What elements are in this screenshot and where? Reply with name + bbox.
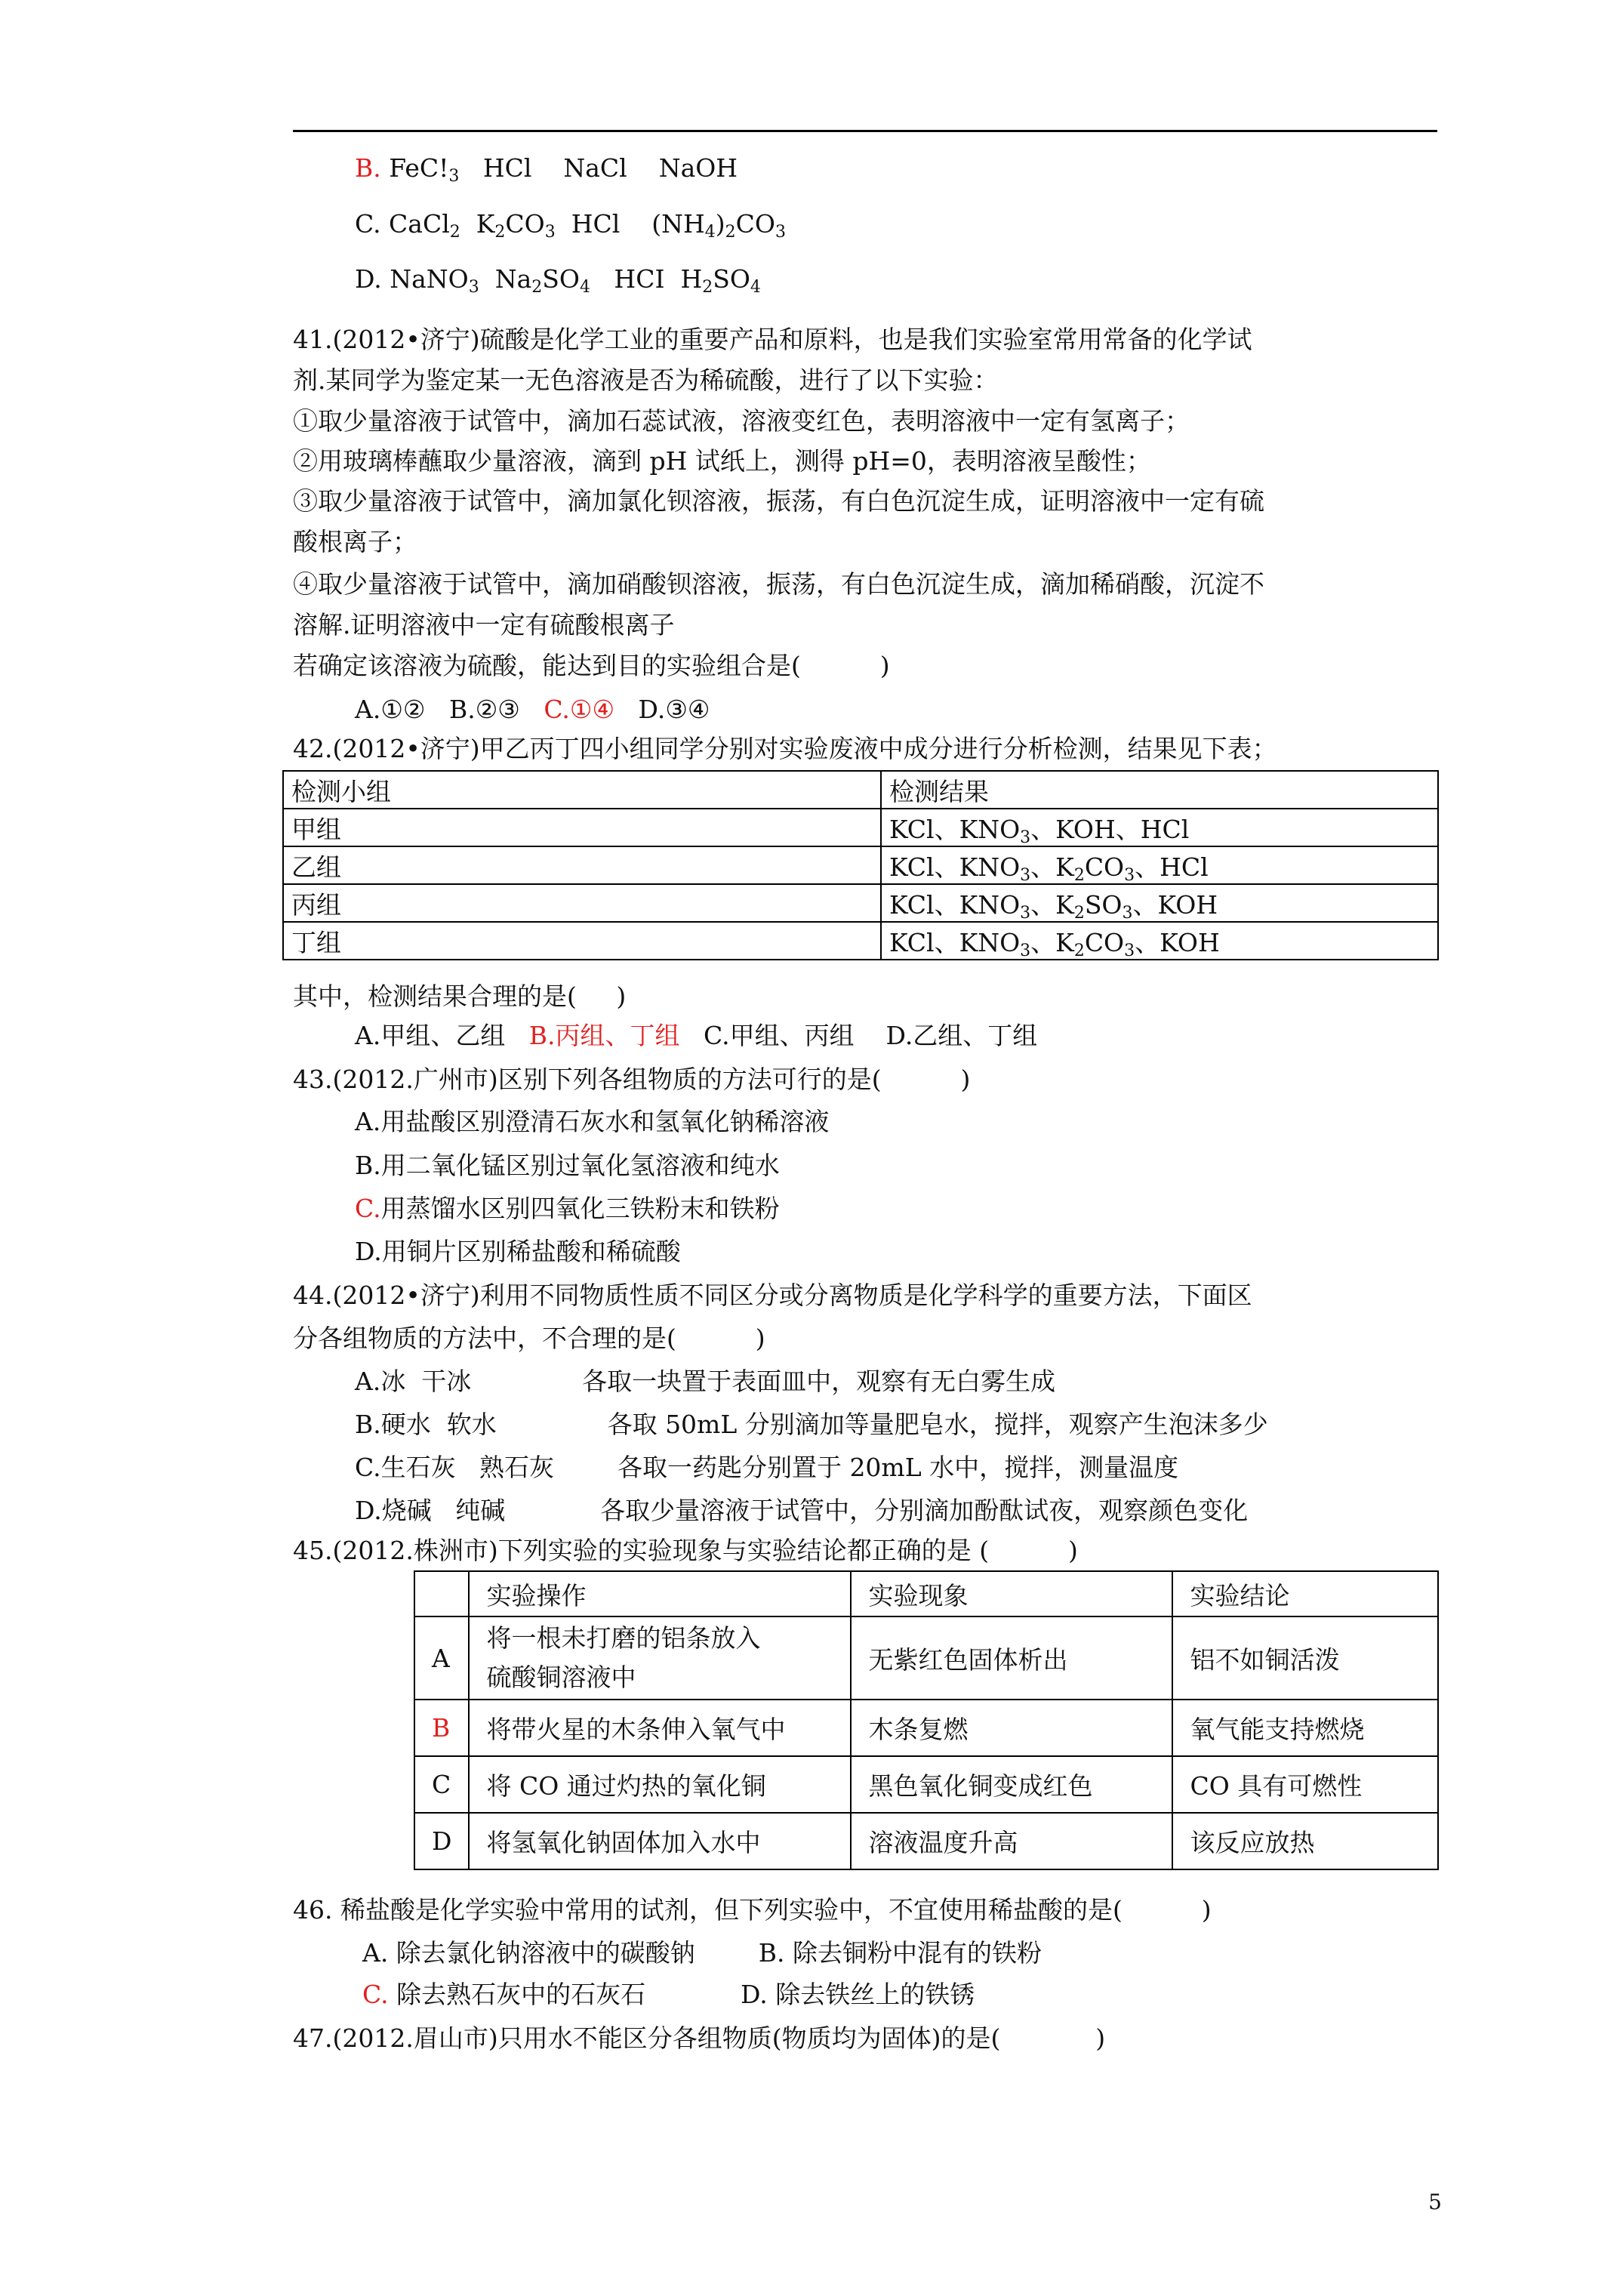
table-header-cell [414, 1571, 469, 1616]
q41-options: A.①② B.②③ C.①④ D.③④ [355, 695, 710, 724]
phenomenon-cell: 溶液温度升高 [851, 1813, 1172, 1869]
group-cell: 丙组 [283, 884, 881, 922]
q46-options-row-2: C. 除去熟石灰中的石灰石 D. 除去铁丝上的铁锈 [362, 1980, 975, 2009]
table-row [283, 846, 1438, 884]
answer-option: B.丙组、丁组 [528, 1021, 680, 1050]
q43-stem: 43.(2012.广州市)区别下列各组物质的方法可行的是( ) [293, 1065, 971, 1094]
group-cell: 丁组 [283, 922, 881, 960]
q41-step-3-cont: 酸根离子； [293, 527, 417, 556]
result-cell: KCl、$KNO_3$、$K_2CO_3$、KOH [881, 922, 1438, 960]
answer-letter: C. [355, 1194, 381, 1223]
table-row [283, 809, 1438, 846]
table-row [414, 1616, 1438, 1700]
answer-letter: C. [362, 1980, 389, 2009]
operation-cell: 将氢氧化钠固体加入水中 [469, 1813, 851, 1869]
table-header-cell: 检测小组 [283, 771, 881, 809]
q44-option-c: C.生石灰 熟石灰 各取一药匙分别置于 20mL 水中，搅拌，测量温度 [355, 1453, 1179, 1482]
operation-cell: 将带火星的木条伸入氧气中 [469, 1700, 851, 1756]
answer-option: C.①④ [544, 695, 615, 724]
table-header-row [283, 771, 1438, 809]
table-row [414, 1756, 1438, 1813]
group-cell: 乙组 [283, 846, 881, 884]
q40-option-b: B. $FeC!_3$ HCl NaCl NaOH [355, 153, 738, 186]
table-row [283, 884, 1438, 922]
q42-options: A.甲组、乙组 B.丙组、丁组 C.甲组、丙组 D.乙组、丁组 [355, 1021, 1038, 1050]
result-cell: KCl、$KNO_3$、$K_2SO_3$、KOH [881, 884, 1438, 922]
phenomenon-cell: 黑色氧化铜变成红色 [851, 1756, 1172, 1813]
q47-stem: 47.(2012.眉山市)只用水不能区分各组物质(物质均为固体)的是( ) [293, 2023, 1106, 2053]
q41-question: 若确定该溶液为硫酸，能达到目的实验组合是( ) [293, 651, 890, 680]
q41-step-4-cont: 溶解.证明溶液中一定有硫酸根离子 [293, 610, 675, 639]
operation-cell: 将一根未打磨的铝条放入 硫酸铜溶液中 [469, 1616, 851, 1700]
q40-option-d: D. NaNO$_3$ $Na_2SO_4$ HCI $H_2SO_4$ [355, 264, 761, 297]
q43-option-a: A.用盐酸区别澄清石灰水和氢氧化钠稀溶液 [355, 1107, 830, 1136]
table-header-cell: 实验结论 [1172, 1571, 1438, 1616]
conclusion-cell: CO 具有可燃性 [1172, 1756, 1438, 1813]
q42-results-table [282, 770, 1439, 960]
q44-option-a: A.冰 干冰 各取一块置于表面皿中，观察有无白雾生成 [355, 1367, 1056, 1396]
q41-step-2: ②用玻璃棒蘸取少量溶液，滴到 pH 试纸上，测得 pH=0，表明溶液呈酸性； [293, 446, 1151, 476]
q41-stem: 41.(2012•济宁)硫酸是化学工业的重要产品和原料，也是我们实验室常用常备的化学试 [293, 325, 1252, 354]
q45-stem: 45.(2012.株洲市)下列实验的实验现象与实验结论都正确的是 ( ) [293, 1536, 1078, 1565]
q41-stem-cont: 剂.某同学为鉴定某一无色溶液是否为稀硫酸，进行了以下实验： [293, 365, 999, 395]
q43-option-d: D.用铜片区别稀盐酸和稀硫酸 [355, 1237, 681, 1266]
q42-stem: 42.(2012•济宁)甲乙丙丁四小组同学分别对实验废液中成分进行分析检测，结果见下表； [293, 734, 1277, 763]
header-rule [293, 130, 1437, 132]
table-header-row [414, 1571, 1438, 1616]
q42-question: 其中，检测结果合理的是( ) [293, 982, 627, 1011]
answer-letter: B. [355, 153, 381, 183]
q46-options-row-1: A. 除去氯化钠溶液中的碳酸钠 B. 除去铜粉中混有的铁粉 [362, 1938, 1042, 1968]
phenomenon-cell: 无紫红色固体析出 [851, 1616, 1172, 1700]
result-cell: KCl、$KNO_3$、$K_2CO_3$、HCl [881, 846, 1438, 884]
q40-option-c: C. CaCl$_2$ $K_2CO_3$ HCl $(NH_4)_2CO_3$ [355, 209, 786, 242]
q45-experiment-table [414, 1570, 1439, 1870]
row-label: C [414, 1756, 469, 1813]
result-cell: KCl、$KNO_3$、KOH、HCl [881, 809, 1438, 846]
q41-step-4: ④取少量溶液于试管中，滴加硝酸钡溶液，振荡，有白色沉淀生成，滴加稀硝酸，沉淀不 [293, 569, 1264, 599]
table-row [414, 1813, 1438, 1869]
table-row [283, 922, 1438, 960]
group-cell: 甲组 [283, 809, 881, 846]
q41-step-1: ①取少量溶液于试管中，滴加石蕊试液，溶液变红色，表明溶液中一定有氢离子； [293, 406, 1190, 436]
table-row [414, 1700, 1438, 1756]
q41-step-3: ③取少量溶液于试管中，滴加氯化钡溶液，振荡，有白色沉淀生成，证明溶液中一定有硫 [293, 486, 1264, 516]
conclusion-cell: 铝不如铜活泼 [1172, 1616, 1438, 1700]
table-header-cell: 实验现象 [851, 1571, 1172, 1616]
q44-stem: 44.(2012•济宁)利用不同物质性质不同区分或分离物质是化学科学的重要方法，下面区 [293, 1281, 1252, 1310]
q44-stem-cont: 分各组物质的方法中，不合理的是( ) [293, 1324, 765, 1353]
row-label: D [414, 1813, 469, 1869]
table-header-cell: 检测结果 [881, 771, 1438, 809]
conclusion-cell: 该反应放热 [1172, 1813, 1438, 1869]
conclusion-cell: 氧气能支持燃烧 [1172, 1700, 1438, 1756]
page-number: 5 [1428, 2190, 1442, 2214]
row-label: B [414, 1700, 469, 1756]
operation-cell: 将 CO 通过灼热的氧化铜 [469, 1756, 851, 1813]
q44-option-d: D.烧碱 纯碱 各取少量溶液于试管中，分别滴加酚酞试夜，观察颜色变化 [355, 1496, 1249, 1525]
table-header-cell: 实验操作 [469, 1571, 851, 1616]
q44-option-b: B.硬水 软水 各取 50mL 分别滴加等量肥皂水，搅拌，观察产生泡沫多少 [355, 1410, 1268, 1439]
q43-option-c: C.用蒸馏水区别四氧化三铁粉末和铁粉 [355, 1194, 780, 1223]
row-label: A [414, 1616, 469, 1700]
phenomenon-cell: 木条复燃 [851, 1700, 1172, 1756]
q46-stem: 46. 稀盐酸是化学实验中常用的试剂，但下列实验中，不宜使用稀盐酸的是( ) [293, 1895, 1212, 1925]
q43-option-b: B.用二氧化锰区别过氧化氢溶液和纯水 [355, 1151, 780, 1180]
